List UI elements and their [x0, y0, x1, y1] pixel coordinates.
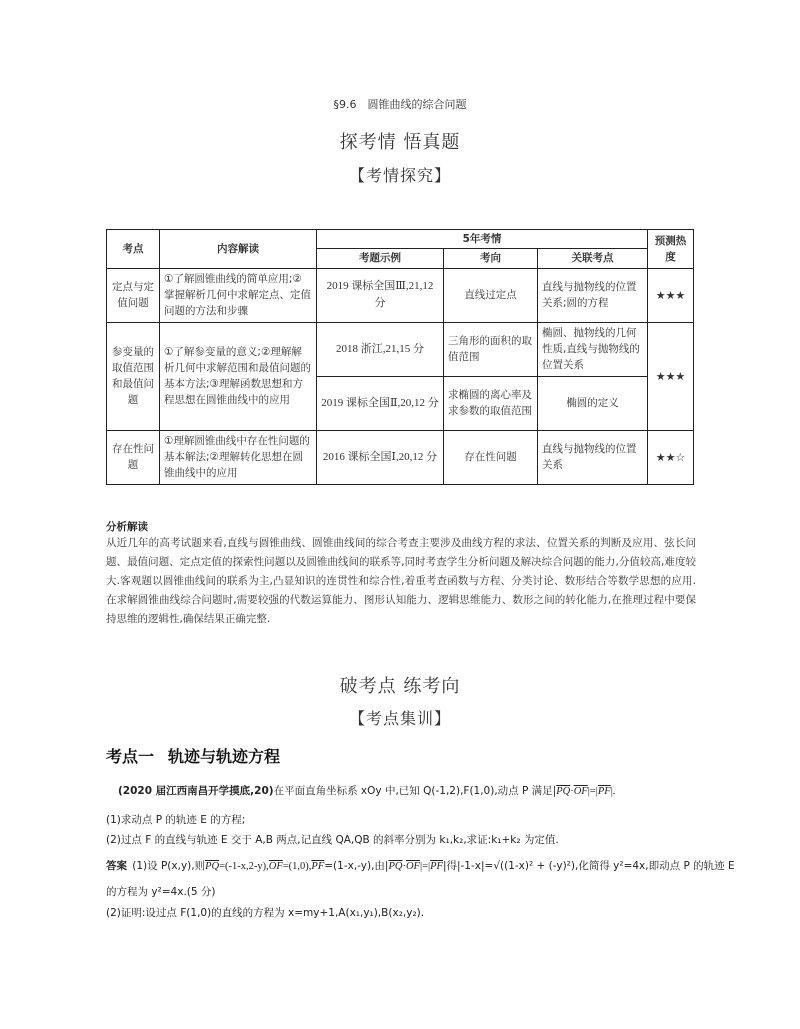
table-row — [107, 322, 694, 376]
header-point: 考点 — [107, 230, 160, 269]
cell-content: ①了解圆锥曲线的简单应用;②掌握解析几何中求解定点、定值问题的方法和步骤 — [160, 268, 317, 322]
cell-direction: 直线过定点 — [444, 268, 538, 322]
cell-content: ①理解圆锥曲线中存在性问题的基本解法;②理解转化思想在圆锥曲线中的应用 — [160, 430, 317, 484]
table-row — [107, 268, 694, 322]
cell-direction: 三角形的面积的取值范围 — [444, 322, 538, 376]
analysis-title: 分析解读 — [106, 521, 148, 533]
analysis-body: 从近几年的高考试题来看,直线与圆锥曲线、圆锥曲线间的综合考查主要涉及曲线方程的求法、位置关系的判断及应用、弦长问题、最值问题、定点定值的探索性问题以及圆锥曲线间的联系等,同时考查学生分析问题及解决综合问题的能力,分值较高,难度较大.客观题以圆锥曲线间的联系为主,凸显知识的连贯性和综合性,着重考查函数与方程、分类讨论、数形结合等数学思想的应用.在求解圆锥曲线综合问题时,需要较强的代数运算能力、图形认知能力、逻辑思维能力、数形之间的转化能力,在推理过程中要保持思维的逻辑性,确保结果正确完整. — [106, 537, 696, 625]
cell-related: 直线与抛物线的位置关系;圆的方程 — [538, 268, 648, 322]
header-related: 关联考点 — [538, 249, 648, 268]
problem-part1: (1)求动点 P 的轨迹 E 的方程; — [106, 814, 246, 826]
cell-heat: ★★★ — [648, 268, 694, 322]
cell-direction: 求椭圆的离心率及求参数的取值范围 — [444, 376, 538, 430]
vector-pq: $\overline{PQ}$ — [556, 786, 571, 797]
cell-related: 椭圆的定义 — [538, 376, 648, 430]
cell-point: 存在性问题 — [107, 430, 160, 484]
cell-content: ①了解参变量的意义;②理解解析几何中求解范围和最值问题的基本方法;③理解函数思想和方程思想在圆锥曲线中的应用 — [160, 322, 317, 430]
exam-analysis-table — [106, 229, 694, 485]
cell-example: 2019 课标全国Ⅱ,20,12 分 — [317, 376, 444, 430]
kaodian-name: 轨迹与轨迹方程 — [168, 747, 281, 766]
cell-point: 参变量的取值范围和最值问题 — [107, 322, 160, 430]
cell-example: 2016 课标全国Ⅰ,20,12 分 — [317, 430, 444, 484]
cell-heat: ★★★ — [648, 322, 694, 430]
header-content: 内容解读 — [160, 230, 317, 269]
cell-example: 2018 浙江,21,15 分 — [317, 322, 444, 376]
vector-of: $\overline{OF}$ — [573, 786, 588, 797]
heading-practice-bracket: 【考点集训】 — [348, 709, 451, 728]
section-title: §9.6 圆锥曲线的综合问题 — [333, 98, 467, 111]
header-example: 考题示例 — [317, 249, 444, 268]
cell-point: 定点与定值问题 — [107, 268, 160, 322]
answer-line2: 的方程为 y²=4x.(5 分) — [106, 886, 216, 898]
cell-heat: ★★☆ — [648, 430, 694, 484]
heading-explore-bracket: 【考情探究】 — [348, 166, 451, 185]
cell-related: 椭圆、抛物线的几何性质,直线与抛物线的位置关系 — [538, 322, 648, 376]
header-five-year: 5年考情 — [317, 230, 648, 249]
cell-related: 直线与抛物线的位置关系 — [538, 430, 648, 484]
problem-part2: (2)过点 F 的直线与轨迹 E 交于 A,B 两点,记直线 QA,QB 的斜率分别为 k₁,k₂,求证:k₁+k₂ 为定值. — [106, 834, 559, 846]
table-row — [107, 430, 694, 484]
answer-line1: 答案 (1)设 P(x,y),则$\overline{PQ}=(-1-x,2-y),\overline{OF}=(1,0),\overline{PF}=(1-x,-y)$,由$|\overline{PQ}\cdot\overline{OF}|=|\overline{PF}|$得|-1-x|=√((1-x)² + (-y)²),化简得 y²=4x,即动点 P 的轨迹 E — [106, 860, 735, 872]
heading-practice: 破考点 练考向 — [339, 676, 461, 697]
cell-direction: 存在性问题 — [444, 430, 538, 484]
header-direction: 考向 — [444, 249, 538, 268]
heading-explore: 探考情 悟真题 — [339, 132, 461, 153]
header-heat: 预测热度 — [648, 230, 694, 269]
kaodian-title — [106, 744, 280, 767]
answer-label: 答案 — [106, 860, 127, 872]
kaodian-label: 考点一 — [106, 747, 155, 766]
answer-line3: (2)证明:设过点 F(1,0)的直线的方程为 x=my+1,A(x₁,y₁),B(x₂,y₂). — [106, 907, 425, 919]
problem-source: (2020 届江西南昌开学摸底,20) — [118, 785, 274, 797]
vector-pf: $\overline{PF}$ — [597, 786, 611, 797]
cell-example: 2019 课标全国Ⅲ,21,12 分 — [317, 268, 444, 322]
problem-stem: (2020 届江西南昌开学摸底,20)在平面直角坐标系 xOy 中,已知 Q(-1,2),F(1,0),动点 P 满足$|\overline{PQ}\cdot\overline{OF}|=|\overline{PF}|$. — [118, 785, 616, 797]
